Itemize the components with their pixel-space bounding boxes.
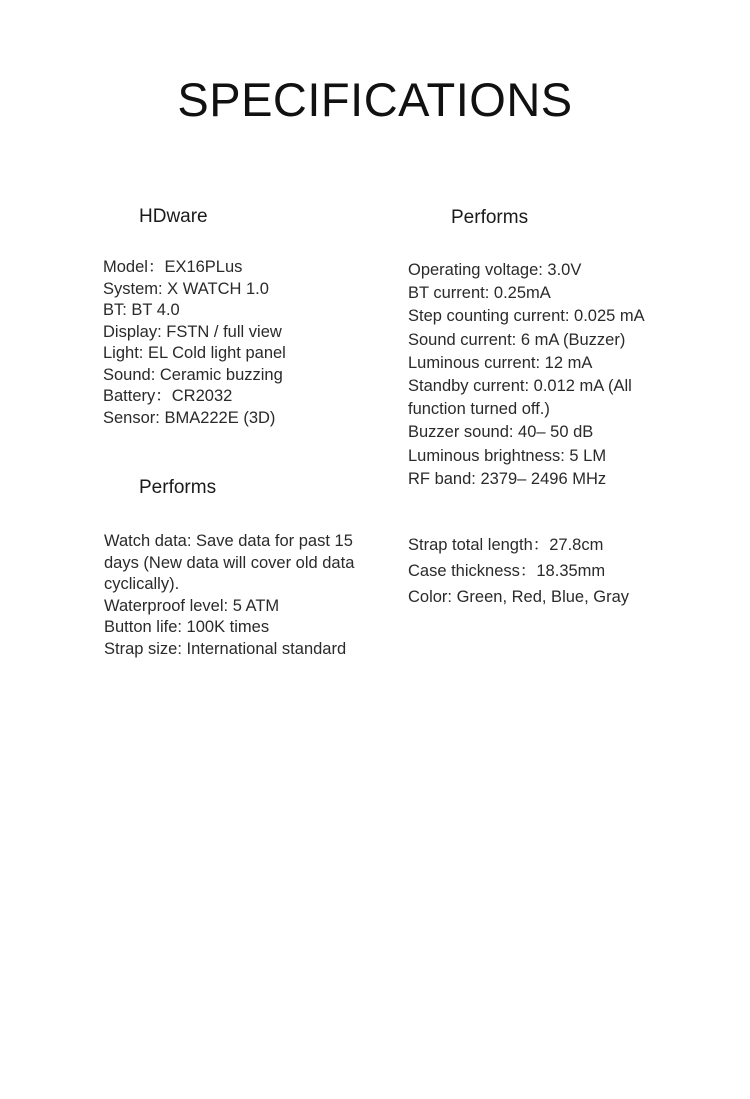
spec-line-bt: BT: BT 4.0: [103, 301, 180, 319]
performs-right-list: [408, 259, 645, 491]
hardware-heading: HDware: [139, 206, 208, 227]
spec-line-luminous-brightness: Luminous brightness: 5 LM: [408, 446, 607, 465]
spec-line-sound: Sound: Ceramic buzzing: [103, 365, 283, 384]
spec-line-waterproof: Waterproof level: 5 ATM: [104, 596, 280, 615]
spec-line-color: Color: Green, Red, Blue, Gray: [408, 588, 630, 606]
spec-line-bt-current: BT current: 0.25mA: [408, 284, 551, 303]
spec-line-rf-band: RF band: 2379– 2496 MHz: [408, 469, 607, 488]
spec-line-watch-data-end: cyclically).: [104, 575, 180, 593]
spec-line-watch-data-cont: days (New data will cover old data: [104, 553, 355, 572]
spec-line-system: System: X WATCH 1.0: [103, 279, 269, 298]
spec-line-light: Light: EL Cold light panel: [103, 344, 286, 362]
extra-spec-list: [408, 532, 629, 610]
spec-line-watch-data: Watch data: Save data for past 15: [104, 532, 353, 550]
hardware-spec-list: [103, 257, 286, 429]
spec-line-strap-length: Strap total length：27.8cm: [408, 536, 604, 554]
spec-line-button-life: Button life: 100K times: [104, 618, 270, 636]
performs-right-heading: Performs: [451, 207, 529, 228]
spec-line-model: Model：EX16PLus: [103, 258, 243, 276]
spec-line-display: Display: FSTN / full view: [103, 322, 282, 341]
spec-line-strap-size: Strap size: International standard: [104, 639, 347, 658]
performs-left-list: [104, 531, 354, 660]
spec-line-sensor: Sensor: BMA222E (3D): [103, 408, 276, 427]
spec-line-battery: Battery：CR2032: [103, 387, 233, 405]
spec-line-operating-voltage: Operating voltage: 3.0V: [408, 261, 582, 279]
performs-left-heading: Performs: [139, 477, 217, 498]
spec-line-buzzer-sound: Buzzer sound: 40– 50 dB: [408, 423, 594, 442]
page-title: SPECIFICATIONS: [177, 73, 573, 126]
spec-line-case-thickness: Case thickness：18.35mm: [408, 562, 606, 580]
spec-line-step-current: Step counting current: 0.025 mA: [408, 307, 645, 326]
spec-line-sound-current: Sound current: 6 mA (Buzzer): [408, 330, 626, 349]
spec-line-standby-current-cont: function turned off.): [408, 400, 550, 419]
spec-line-luminous-current: Luminous current: 12 mA: [408, 353, 593, 372]
spec-line-standby-current: Standby current: 0.012 mA (All: [408, 377, 632, 396]
